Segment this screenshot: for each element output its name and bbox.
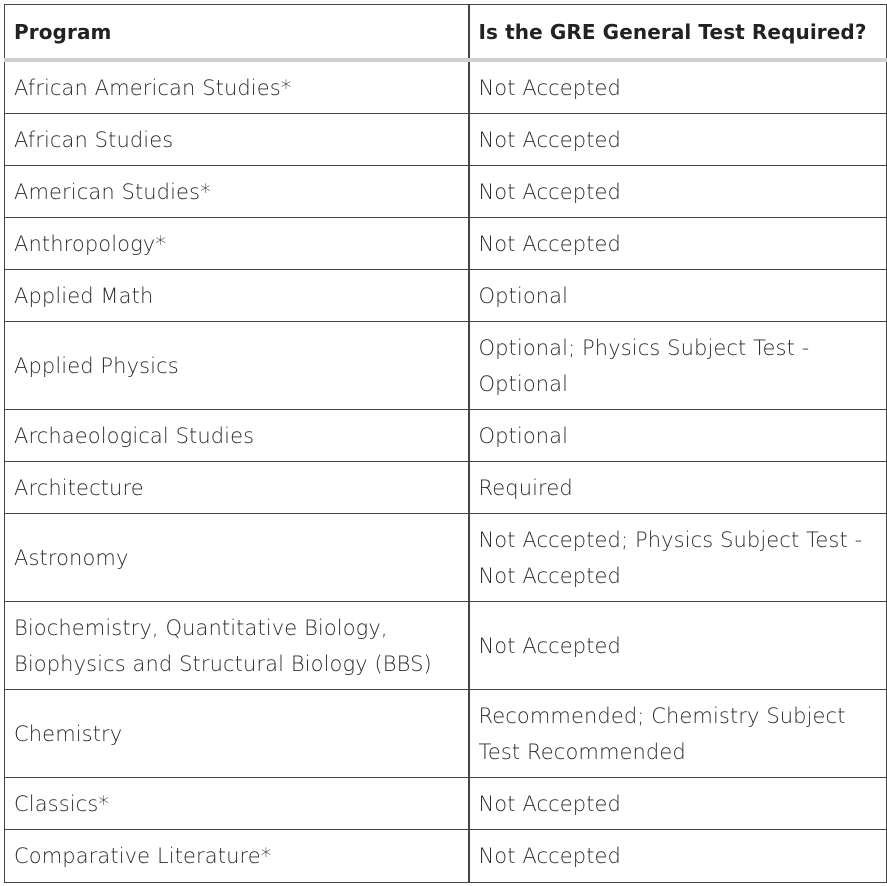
column-header-program: Program <box>5 5 469 61</box>
table-row <box>5 322 887 410</box>
table-row <box>5 778 887 830</box>
requirement-cell: Not Accepted <box>469 602 887 690</box>
table-header-row <box>5 5 887 61</box>
table-row <box>5 166 887 218</box>
program-cell: Biochemistry, Quantitative Biology, Biophysics and Structural Biology (BBS) <box>5 602 469 690</box>
table-row <box>5 60 887 114</box>
requirement-cell: Not Accepted <box>469 166 887 218</box>
program-cell: Comparative Literature* <box>5 830 469 883</box>
table-row <box>5 270 887 322</box>
requirement-cell: Not Accepted <box>469 114 887 166</box>
table-row <box>5 410 887 462</box>
program-cell: Applied Math <box>5 270 469 322</box>
requirement-cell: Not Accepted <box>469 60 887 114</box>
program-cell: Astronomy <box>5 514 469 602</box>
table-row <box>5 514 887 602</box>
requirement-cell: Required <box>469 462 887 514</box>
table-row <box>5 690 887 778</box>
table-row <box>5 830 887 883</box>
requirement-cell: Not Accepted <box>469 830 887 883</box>
requirement-cell: Not Accepted; Physics Subject Test - Not Accepted <box>469 514 887 602</box>
table-row <box>5 602 887 690</box>
requirement-cell: Optional <box>469 410 887 462</box>
program-cell: Architecture <box>5 462 469 514</box>
requirement-cell: Not Accepted <box>469 778 887 830</box>
column-header-gre-required: Is the GRE General Test Required? <box>469 5 887 61</box>
program-cell: Classics* <box>5 778 469 830</box>
program-cell: Archaeological Studies <box>5 410 469 462</box>
table-row <box>5 462 887 514</box>
program-cell: Chemistry <box>5 690 469 778</box>
requirement-cell: Optional; Physics Subject Test - Optional <box>469 322 887 410</box>
gre-requirements-table <box>4 4 887 883</box>
program-cell: African Studies <box>5 114 469 166</box>
requirement-cell: Optional <box>469 270 887 322</box>
program-cell: Anthropology* <box>5 218 469 270</box>
requirement-cell: Not Accepted <box>469 218 887 270</box>
program-cell: African American Studies* <box>5 60 469 114</box>
table-row <box>5 218 887 270</box>
program-cell: American Studies* <box>5 166 469 218</box>
requirement-cell: Recommended; Chemistry Subject Test Recommended <box>469 690 887 778</box>
table-row <box>5 114 887 166</box>
program-cell: Applied Physics <box>5 322 469 410</box>
